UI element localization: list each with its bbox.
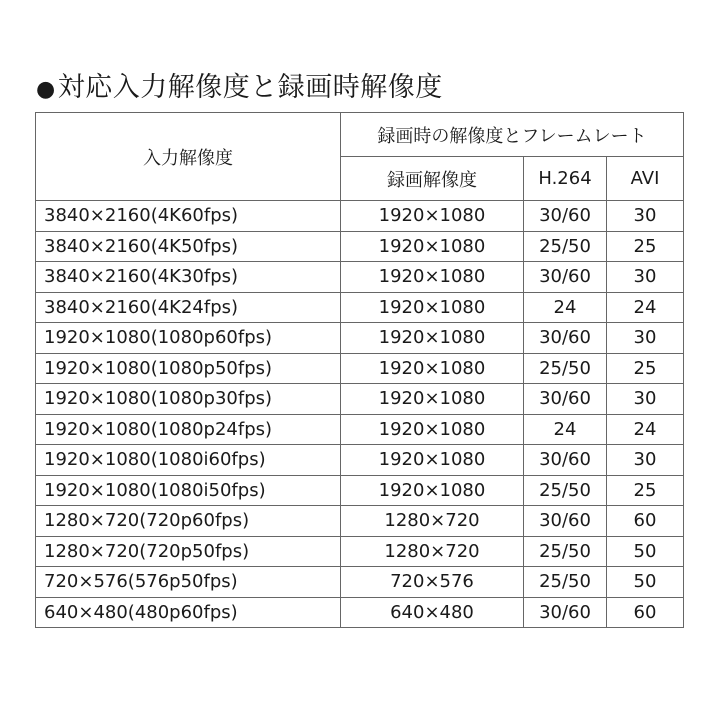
table-row — [36, 597, 684, 628]
cell-h264-fps: 30/60 — [524, 445, 607, 476]
cell-h264-fps: 25/50 — [524, 231, 607, 262]
cell-input-resolution: 1920×1080(1080p30fps) — [36, 384, 341, 415]
cell-avi-fps: 30 — [607, 323, 684, 354]
cell-avi-fps: 60 — [607, 597, 684, 628]
cell-recording-resolution: 1920×1080 — [341, 201, 524, 232]
table-body — [36, 201, 684, 628]
cell-h264-fps: 30/60 — [524, 201, 607, 232]
cell-h264-fps: 25/50 — [524, 567, 607, 598]
table-row — [36, 506, 684, 537]
header-h264: H.264 — [524, 157, 607, 201]
header-recording-group: 録画時の解像度とフレームレート — [341, 113, 684, 157]
table-row — [36, 567, 684, 598]
cell-recording-resolution: 1920×1080 — [341, 414, 524, 445]
table-row — [36, 323, 684, 354]
cell-h264-fps: 25/50 — [524, 475, 607, 506]
cell-recording-resolution: 1920×1080 — [341, 475, 524, 506]
table-row — [36, 353, 684, 384]
cell-avi-fps: 25 — [607, 475, 684, 506]
header-avi: AVI — [607, 157, 684, 201]
cell-recording-resolution: 1920×1080 — [341, 262, 524, 293]
resolution-table — [35, 112, 684, 628]
page-title-text: 対応入力解像度と録画時解像度 — [57, 72, 443, 103]
cell-avi-fps: 30 — [607, 262, 684, 293]
cell-input-resolution: 3840×2160(4K24fps) — [36, 292, 341, 323]
cell-recording-resolution: 1920×1080 — [341, 323, 524, 354]
table-row — [36, 445, 684, 476]
cell-avi-fps: 24 — [607, 414, 684, 445]
cell-recording-resolution: 720×576 — [341, 567, 524, 598]
table-row — [36, 201, 684, 232]
cell-avi-fps: 30 — [607, 201, 684, 232]
cell-input-resolution: 3840×2160(4K60fps) — [36, 201, 341, 232]
cell-avi-fps: 60 — [607, 506, 684, 537]
table-row — [36, 414, 684, 445]
cell-input-resolution: 720×576(576p50fps) — [36, 567, 341, 598]
cell-input-resolution: 1920×1080(1080i60fps) — [36, 445, 341, 476]
cell-h264-fps: 30/60 — [524, 323, 607, 354]
cell-recording-resolution: 1920×1080 — [341, 445, 524, 476]
cell-h264-fps: 30/60 — [524, 506, 607, 537]
cell-recording-resolution: 640×480 — [341, 597, 524, 628]
cell-h264-fps: 30/60 — [524, 262, 607, 293]
cell-avi-fps: 24 — [607, 292, 684, 323]
cell-recording-resolution: 1920×1080 — [341, 353, 524, 384]
cell-avi-fps: 30 — [607, 445, 684, 476]
cell-input-resolution: 1280×720(720p50fps) — [36, 536, 341, 567]
cell-input-resolution: 1920×1080(1080p24fps) — [36, 414, 341, 445]
cell-h264-fps: 30/60 — [524, 597, 607, 628]
cell-recording-resolution: 1280×720 — [341, 506, 524, 537]
cell-input-resolution: 640×480(480p60fps) — [36, 597, 341, 628]
page-title — [36, 68, 443, 110]
cell-recording-resolution: 1920×1080 — [341, 231, 524, 262]
table-row — [36, 231, 684, 262]
cell-avi-fps: 25 — [607, 353, 684, 384]
header-input-resolution: 入力解像度 — [36, 113, 341, 201]
table-row — [36, 384, 684, 415]
cell-input-resolution: 3840×2160(4K50fps) — [36, 231, 341, 262]
cell-input-resolution: 3840×2160(4K30fps) — [36, 262, 341, 293]
table-row — [36, 536, 684, 567]
cell-h264-fps: 30/60 — [524, 384, 607, 415]
cell-avi-fps: 25 — [607, 231, 684, 262]
cell-h264-fps: 24 — [524, 292, 607, 323]
table-row — [36, 475, 684, 506]
cell-input-resolution: 1920×1080(1080p50fps) — [36, 353, 341, 384]
cell-recording-resolution: 1920×1080 — [341, 292, 524, 323]
cell-input-resolution: 1920×1080(1080p60fps) — [36, 323, 341, 354]
cell-recording-resolution: 1280×720 — [341, 536, 524, 567]
cell-h264-fps: 25/50 — [524, 353, 607, 384]
cell-h264-fps: 25/50 — [524, 536, 607, 567]
header-recording-resolution: 録画解像度 — [341, 157, 524, 201]
cell-recording-resolution: 1920×1080 — [341, 384, 524, 415]
bullet-icon: ● — [36, 77, 56, 102]
cell-avi-fps: 30 — [607, 384, 684, 415]
cell-input-resolution: 1280×720(720p60fps) — [36, 506, 341, 537]
cell-avi-fps: 50 — [607, 567, 684, 598]
cell-h264-fps: 24 — [524, 414, 607, 445]
header-row-1 — [36, 113, 684, 157]
table-row — [36, 292, 684, 323]
cell-avi-fps: 50 — [607, 536, 684, 567]
table-row — [36, 262, 684, 293]
cell-input-resolution: 1920×1080(1080i50fps) — [36, 475, 341, 506]
